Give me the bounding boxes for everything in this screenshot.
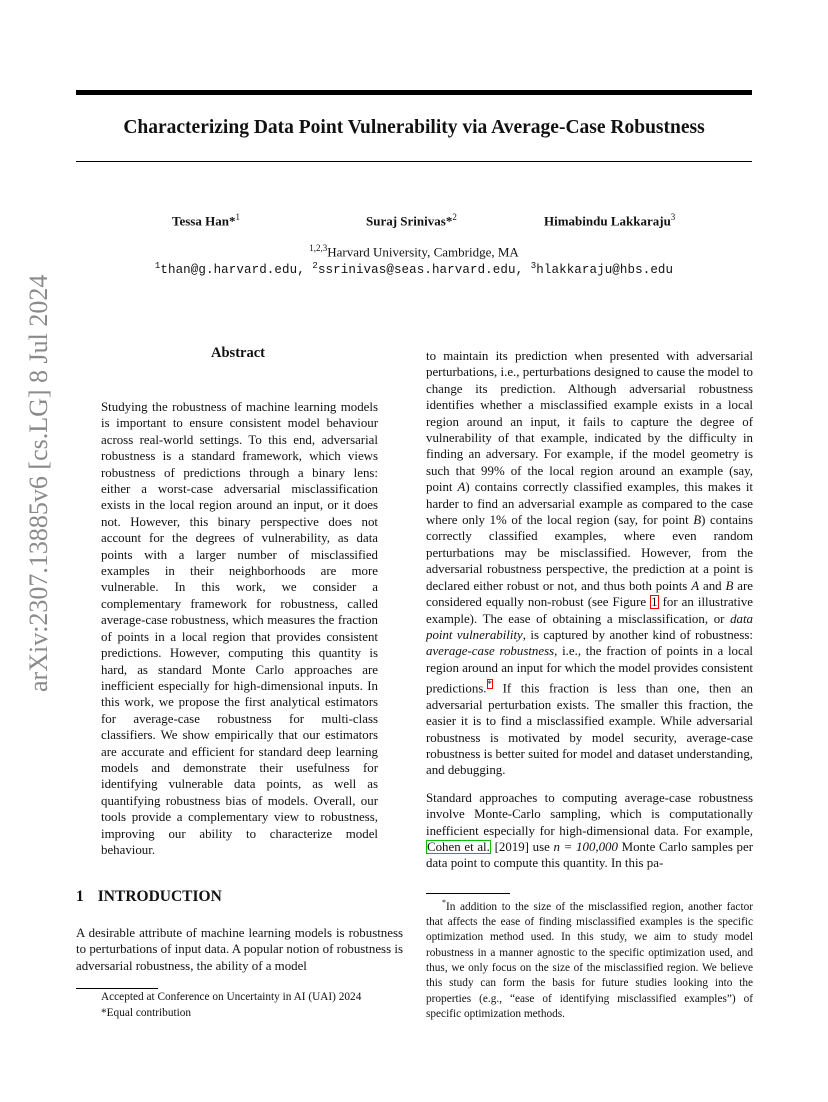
section-number: 1 — [76, 888, 84, 905]
point-a: A — [457, 480, 466, 495]
intro-paragraph-2: Standard approaches to computing average-case robustness involve Monte-Carlo sampling, which is computationally inefficient especially for high-dimensional data. For example, Cohen et al. [2019] use n = 100,000 Monte Carlo samples per data point to compute this quantity. In this pa- — [426, 790, 753, 871]
top-rule — [76, 90, 752, 95]
author-mark: 3 — [670, 212, 676, 222]
citation-link[interactable]: Cohen et al. — [427, 840, 490, 855]
email-3[interactable]: hlakkaraju@hbs.edu — [536, 263, 674, 278]
point-a: A — [691, 578, 700, 593]
abstract-text: Studying the robustness of machine learning models is important to ensure consistent model behaviour across real-world settings. To this end, adversarial robustness is a standard framework, which views robustness of predictions through a binary lens: either a worst-case adversarial misclassification exists in the local region around an input, or it does not. However, this binary perspective does not account for the degrees of vulnerability, as data points with a larger number of misclassified examples in their neighborhoods are more vulnerable. In this work, we consider a complementary framework for robustness, called average-case robustness, which measures the fraction of points in a local region that provides consistent predictions. However, computing this quantity is hard, as standard Monte Carlo approaches are inefficient especially for high-dimensional inputs. In this work, we propose the first analytical estimators for average-case robustness for multi-class classifiers. We show empirically that our estimators are accurate and efficient for standard deep learning models and demonstrate their usefulness for identifying vulnerable data points, as well as quantifying robustness bias of models. Overall, our tools provide a complementary view to robustness, improving our ability to characterize model behaviour. — [101, 400, 378, 857]
citation-year[interactable]: [2019] — [494, 840, 529, 855]
footnote-rule — [76, 988, 158, 989]
footnote-text: In addition to the size of the misclassified region, another factor that affects the ease of finding misclassified examples is the specific optimization method used. In this study, we aim to study model robustness in a manner agnostic to the specific optimization used, and thus, we only focus on the size of the misclassified region. We believe this study can form the basis for future studies looking into the properties (e.g., “ease of identifying misclassified examples”) of specific optimization methods. — [426, 900, 753, 1020]
email-mark: 3 — [530, 261, 537, 271]
abstract-heading: Abstract — [211, 345, 265, 361]
affiliation — [76, 243, 752, 260]
author-emails — [76, 261, 752, 277]
point-b: B — [693, 513, 702, 528]
author-mark: 2 — [452, 212, 457, 222]
affiliation-marks: 1,2,3 — [309, 243, 328, 253]
term-average-case-robustness: average-case robustness — [426, 644, 555, 659]
author-mark: 1 — [235, 212, 240, 222]
email-mark: 1 — [154, 261, 161, 271]
sample-count-math: n = 100,000 — [553, 840, 618, 855]
author-name: Suraj Srinivas* — [366, 213, 453, 229]
section-title: INTRODUCTION — [97, 888, 222, 905]
title-rule — [76, 161, 752, 162]
intro-paragraph: A desirable attribute of machine learning models is robustness to perturbations of input data. A popular notion of robustness is adversarial robustness, the ability of a model — [76, 926, 403, 973]
email-1[interactable]: than@g.harvard.edu, — [160, 263, 305, 278]
footnote-left — [101, 990, 411, 1021]
section-heading-introduction — [76, 888, 222, 906]
footnote-link[interactable]: * — [487, 679, 493, 690]
intro-paragraph-continued: to maintain its prediction when presented with adversarial perturbations, i.e., perturbations designed to cause the model to change its prediction. Although adversarial robustness identifies whether a misclassified example exists in a local region around an input, it fails to capture the degree of vulnerability of that example, indicated by the difficulty in finding an adversary. For example, if the model geometry is such that 99% of the local region around an example (say, point A) contains correctly classified examples, this makes it harder to find an adversarial example as compared to the case where only 1% of the local region (say, for point B) contains correctly classified examples, where even random perturbations may be misclassified. However, from the adversarial robustness perspective, the prediction at a point is declared either robust or not, and thus both points A and B are considered equally non-robust (see Figure 1 for an illustrative example). The ease of obtaining a misclassification, or data point vulnerability, is captured by another kind of robustness: average-case robustness, i.e., the fraction of points in a local region around an input for which the model provides consistent predictions.* If this fraction is less than one, then an adversarial perturbation exists. The smaller this fraction, the easier it is to find a misclassified example. While adversarial robustness is motivated by model security, average-case robustness is better suited for model and dataset understanding, and debugging. — [426, 349, 754, 778]
paper-title: Characterizing Data Point Vulnerability via Average-Case Robustness — [123, 117, 705, 138]
conference-note: Accepted at Conference on Uncertainty in AI (UAI) 2024 — [101, 991, 362, 1003]
arxiv-identifier: arXiv:2307.13885v6 [cs.LG] 8 Jul 2024 — [24, 274, 53, 692]
term-data-point-vulnerability: data point vulnerability — [426, 611, 753, 642]
author-1 — [172, 212, 240, 229]
author-2 — [366, 212, 457, 229]
footnote-mark: * — [442, 898, 446, 907]
author-name: Himabindu Lakkaraju — [544, 213, 671, 229]
equal-contribution-note: *Equal contribution — [101, 1006, 192, 1019]
footnote-rule — [426, 893, 510, 894]
figure-link[interactable]: 1 — [651, 595, 658, 610]
email-mark: 2 — [312, 261, 318, 271]
affiliation-text: Harvard University, Cambridge, MA — [327, 244, 519, 260]
point-b: B — [725, 578, 734, 593]
footnote-right — [426, 895, 753, 1022]
author-3 — [544, 212, 675, 229]
author-name: Tessa Han* — [172, 213, 236, 229]
email-2[interactable]: ssrinivas@seas.harvard.edu, — [317, 263, 524, 278]
right-column — [426, 348, 753, 883]
